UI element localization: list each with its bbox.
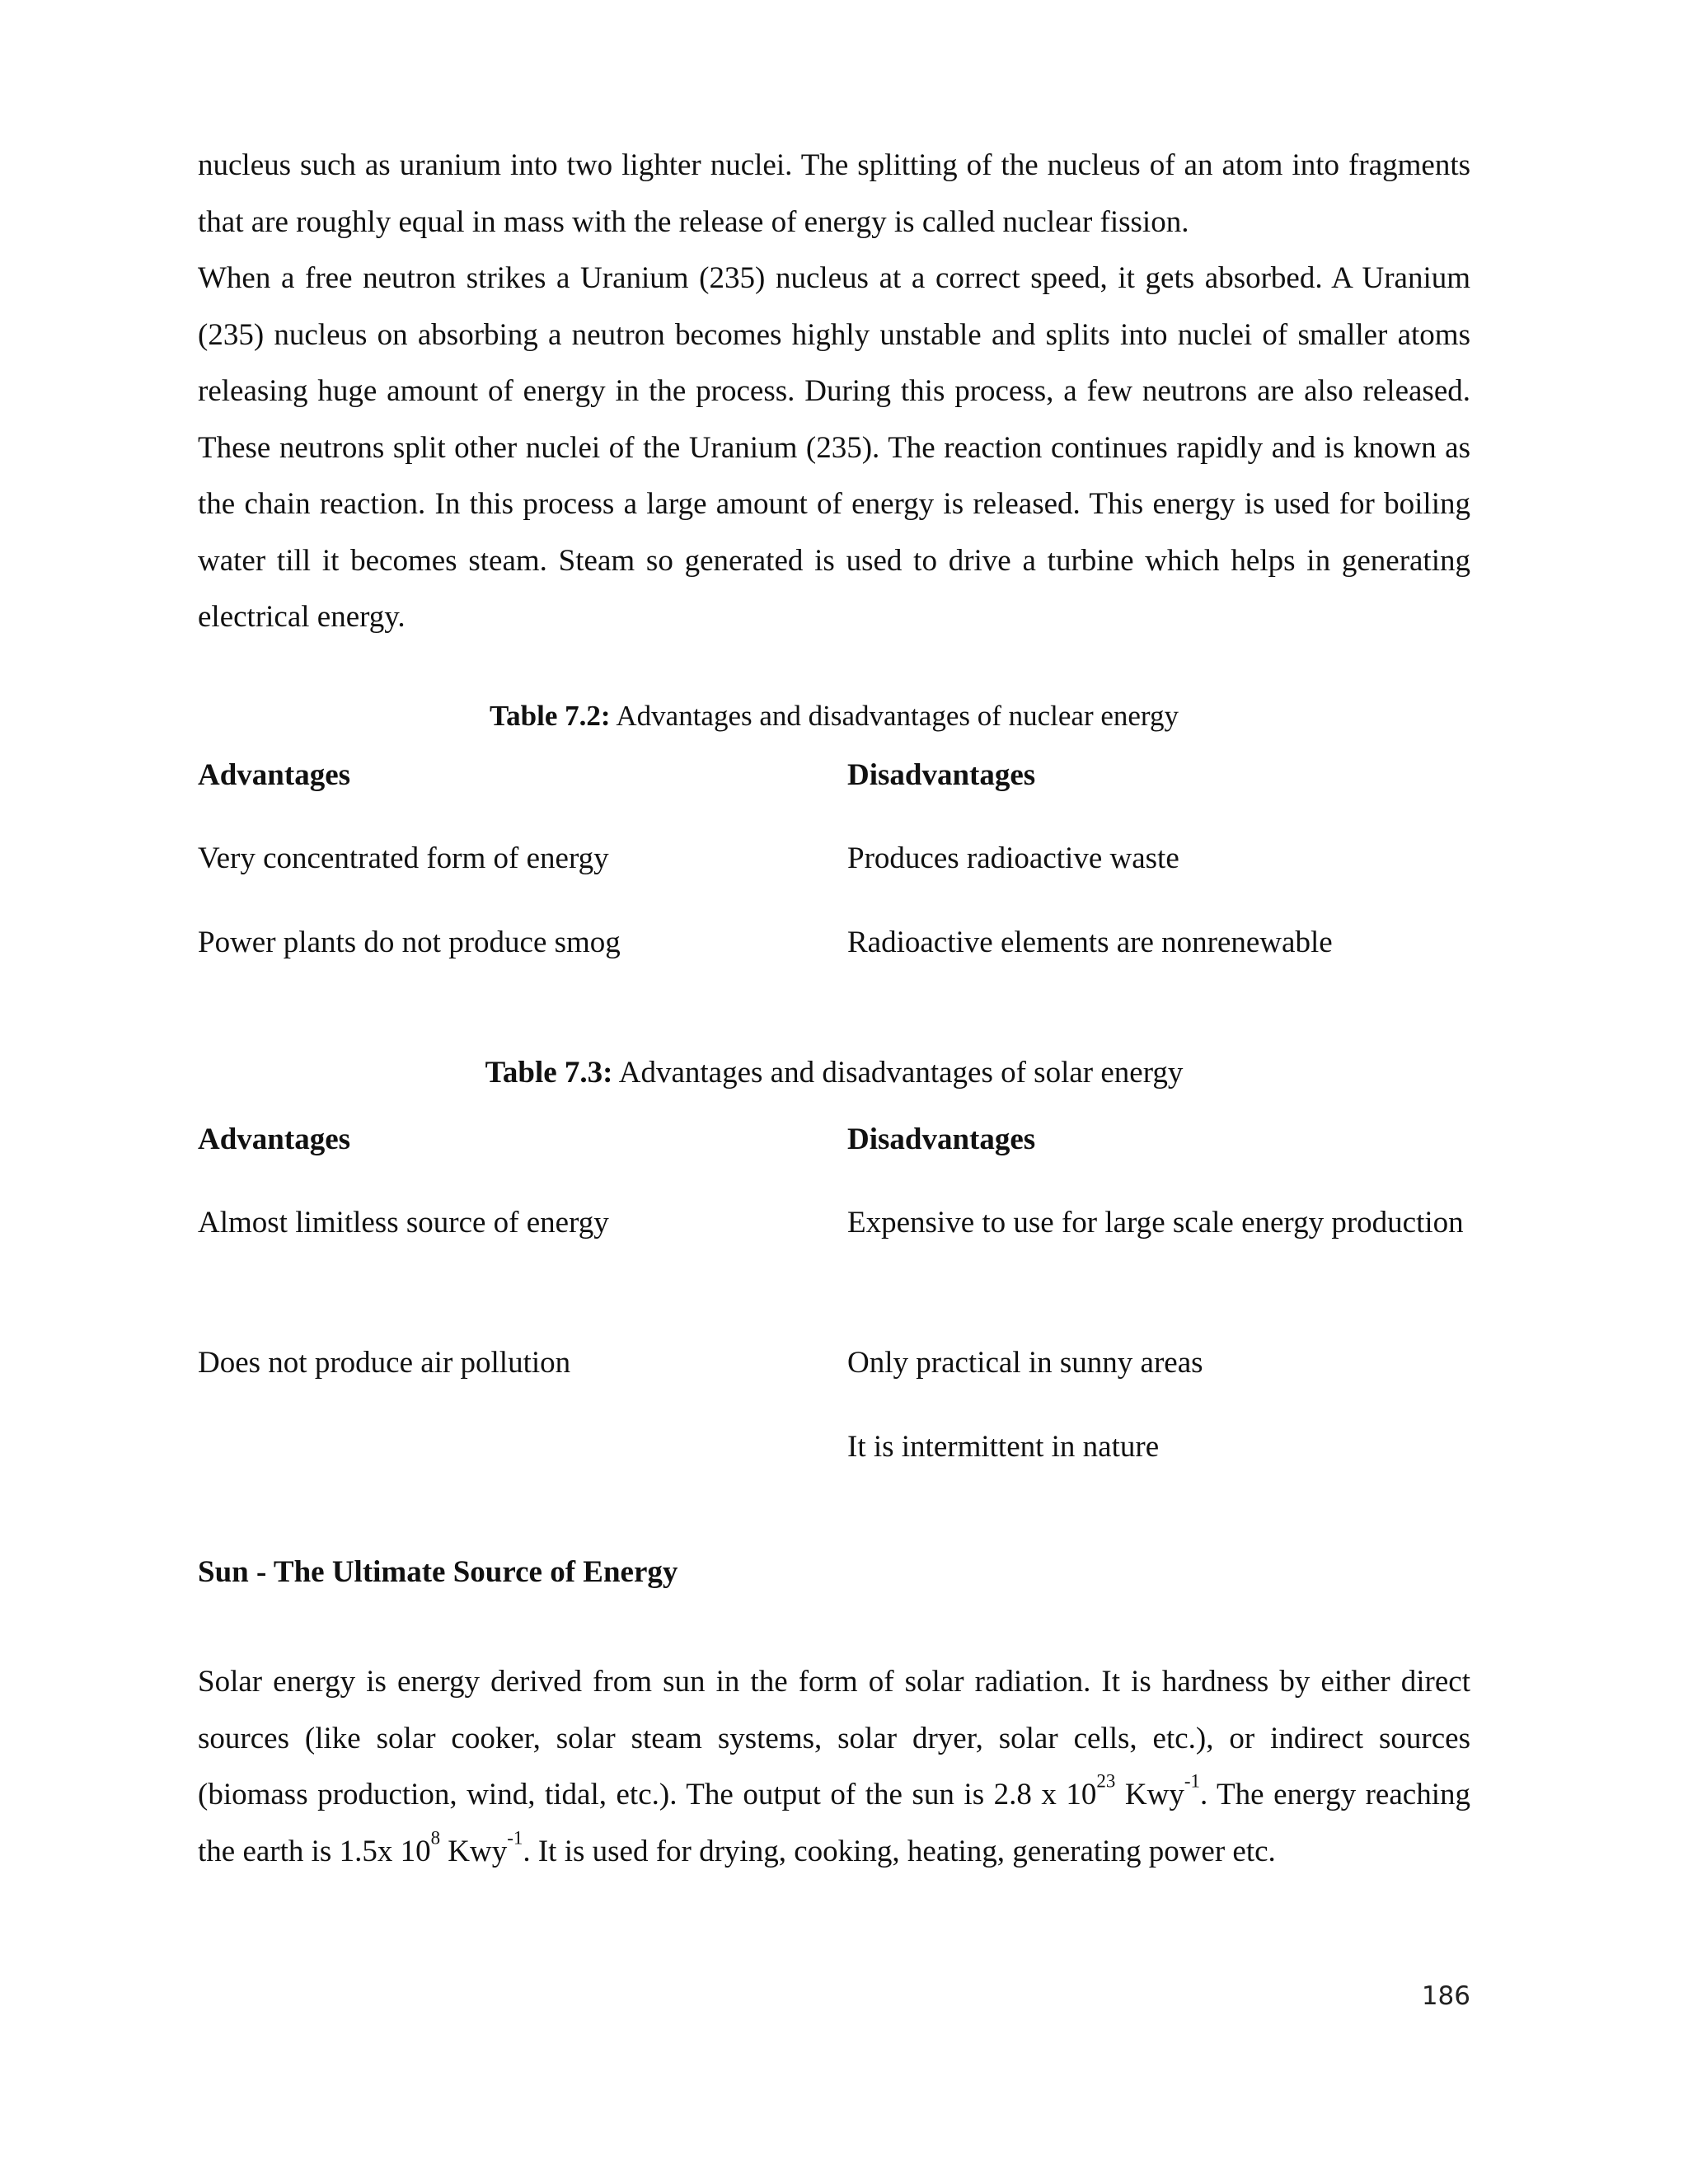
solar-exponent-1: 23 xyxy=(1096,1770,1116,1792)
intro-paragraph xyxy=(198,138,1470,646)
solar-exponent-3: 8 xyxy=(430,1826,441,1848)
table-7-2-title: Advantages and disadvantages of nuclear energy xyxy=(610,700,1179,732)
table-7-3-header-disadvantages: Disadvantages xyxy=(847,1122,1036,1156)
chain-reaction-text: When a free neutron strikes a Uranium (235) nucleus at a correct speed, it gets absorbed. A Uranium (235) nucleus on absorbing a neutron becomes highly unstable and splits into nuclei of smaller atoms releasing huge amount of energy in the process. During this process, a few neutrons are also released. These neutrons split other nuclei of the Uranium (235). The reaction continues rapidly and is known as the chain reaction. In this process a large amount of energy is released. This energy is used for boiling water till it becomes steam. Steam so generated is used to drive a turbine which helps in generating electrical energy. xyxy=(198,261,1470,634)
fission-definition-text: nucleus such as uranium into two lighter nuclei. The splitting of the nucleus of an atom into fragments that are roughly equal in mass with the release of energy is called nuclear fission. xyxy=(198,148,1470,239)
table-7-2-header-advantages: Advantages xyxy=(198,758,351,792)
solar-text-part-2: Kwy xyxy=(1115,1778,1184,1811)
solar-energy-paragraph xyxy=(198,1654,1470,1880)
table-7-2 xyxy=(198,748,1470,962)
solar-text-part-1: Solar energy is energy derived from sun in the form of solar radiation. It is hardness by either direct sources (like solar cooker, solar steam systems, solar dryer, solar cells, etc.), or indirect sources (biomass production, wind, tidal, etc.). The output of the sun is 2.8 x 10 xyxy=(198,1665,1470,1811)
table-7-2-header-disadvantages: Disadvantages xyxy=(847,758,1036,792)
page-number: 186 xyxy=(1421,1981,1470,2011)
table-7-2-label: Table 7.2: xyxy=(490,700,611,732)
table-7-3-caption xyxy=(198,1055,1470,1091)
table-7-2-row-2-advantage: Power plants do not produce smog xyxy=(198,926,621,959)
solar-exponent-4: -1 xyxy=(507,1826,523,1848)
solar-text-part-5: . It is used for drying, cooking, heating, generating power etc. xyxy=(523,1834,1276,1868)
solar-text-part-4: Kwy xyxy=(440,1834,508,1868)
table-7-3 xyxy=(198,1112,1470,1483)
table-7-2-row-1-disadvantage: Produces radioactive waste xyxy=(847,841,1179,875)
table-7-2-caption xyxy=(198,698,1470,734)
table-7-3-title: Advantages and disadvantages of solar energy xyxy=(612,1056,1184,1090)
table-7-2-row-2-disadvantage: Radioactive elements are nonrenewable xyxy=(847,926,1333,959)
solar-text-part-3: . The energy reaching the earth is 1.5x 10 xyxy=(198,1778,1470,1868)
table-7-3-row-3-disadvantage: It is intermittent in nature xyxy=(847,1430,1160,1464)
table-7-3-row-1-disadvantage: Expensive to use for large scale energy production xyxy=(847,1206,1464,1240)
table-7-3-row-1-advantage: Almost limitless source of energy xyxy=(198,1206,609,1240)
table-7-3-label: Table 7.3: xyxy=(485,1056,613,1090)
solar-exponent-2: -1 xyxy=(1184,1770,1200,1792)
section-heading: Sun - The Ultimate Source of Energy xyxy=(198,1555,678,1589)
table-7-3-row-2-advantage: Does not produce air pollution xyxy=(198,1346,571,1380)
table-7-3-header-advantages: Advantages xyxy=(198,1122,351,1156)
table-7-2-row-1-advantage: Very concentrated form of energy xyxy=(198,841,609,875)
table-7-3-row-2-disadvantage: Only practical in sunny areas xyxy=(847,1346,1203,1380)
